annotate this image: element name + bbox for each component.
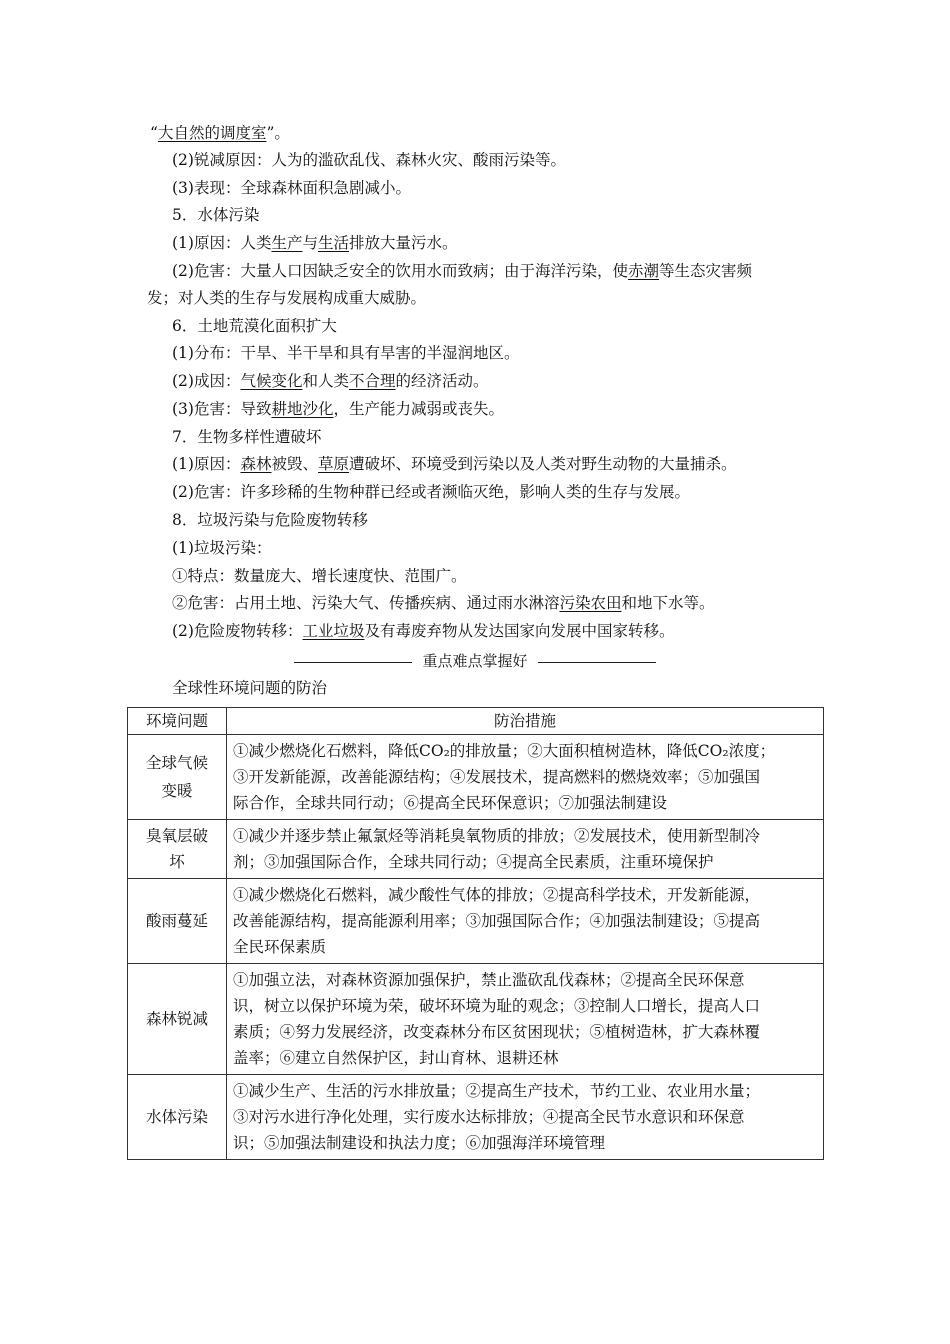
measures-cell [227, 735, 824, 820]
text-line: (2)危害：许多珍稀的生物种群已经或者濒临灭绝，影响人类的生存与发展。 [172, 483, 690, 501]
measure-line: 识，树立以保护环境为荣，破坏环境为耻的观念；③控制人口增长，提高人口 [233, 997, 761, 1015]
underlined-term: 耕地沙化 [271, 400, 334, 418]
text-line: (1)原因：人类生产与生活排放大量污水。 [172, 234, 458, 252]
issue-cell: 全球气候变暖 [128, 735, 227, 820]
underlined-term: 气候变化 [240, 372, 303, 390]
underlined-term: 污染农田 [559, 594, 622, 612]
text-line: (2)危害：大量人口因缺乏安全的饮用水而致病；由于海洋污染，使赤潮等生态灾害频 [172, 262, 752, 280]
table-row [128, 735, 824, 820]
measure-line: ①减少并逐步禁止氟氯烃等消耗臭氧物质的排放；②发展技术，使用新型制冷 [233, 827, 761, 845]
underlined-term: 不合理 [349, 372, 396, 390]
underlined-term: 生产 [271, 234, 303, 252]
measure-line: ①减少燃烧化石燃料，减少酸性气体的排放；②提高科学技术，开发新能源， [233, 886, 761, 904]
section-heading: 6．土地荒漠化面积扩大 [172, 317, 337, 335]
measure-line: 剂；③加强国际合作，全球共同行动；④提高全民素质，注重环境保护 [233, 853, 714, 871]
measure-line: 际合作，全球共同行动；⑥提高全民环保意识；⑦加强法制建设 [233, 794, 668, 812]
section-heading: 5．水体污染 [172, 206, 260, 224]
text-line: ②危害：占用土地、污染大气、传播疾病、通过雨水淋溶污染农田和地下水等。 [172, 594, 715, 612]
measure-line: ①减少燃烧化石燃料，降低CO₂的排放量；②大面积植树造林，降低CO₂浓度； [233, 742, 776, 760]
measure-line: 全民环保素质 [233, 938, 327, 956]
text-line: “大自然的调度室”。 [150, 124, 290, 142]
measure-line: ③开发新能源，改善能源结构；④发展技术，提高燃料的燃烧效率；⑤加强国 [233, 768, 761, 786]
measure-line: 盖率；⑥建立自然保护区，封山育林、退耕还林 [233, 1049, 559, 1067]
measure-line: 改善能源结构，提高能源利用率；③加强国际合作；④加强法制建设；⑤提高 [233, 912, 761, 930]
underlined-term: 工业垃圾 [302, 622, 365, 640]
table-title: 全球性环境问题的防治 [172, 679, 328, 697]
text-line: (2)成因：气候变化和人类不合理的经济活动。 [172, 372, 489, 390]
underlined-term: 大自然的调度室 [157, 124, 267, 142]
header-issue: 环境问题 [128, 708, 227, 735]
measure-line: ③对污水进行净化处理，实行废水达标排放；④提高全民节水意识和环保意 [233, 1108, 745, 1126]
text-line: (1)垃圾污染： [172, 539, 272, 557]
text-line: (3)危害：导致耕地沙化，生产能力减弱或丧失。 [172, 400, 504, 418]
table-row [128, 1075, 824, 1160]
section-heading: 7．生物多样性遭破坏 [172, 428, 322, 446]
measure-line: 识；⑤加强法制建设和执法力度；⑥加强海洋环境管理 [233, 1134, 606, 1152]
issue-cell: 酸雨蔓延 [128, 879, 227, 964]
text-line: (2)危险废物转移：工业垃圾及有毒废弃物从发达国家向发展中国家转移。 [172, 622, 675, 640]
text-line: 发；对人类的生存与发展构成重大威胁。 [147, 289, 427, 307]
measures-cell [227, 964, 824, 1075]
section-heading: 8．垃圾污染与危险废物转移 [172, 511, 368, 529]
prevention-table [127, 707, 824, 1160]
divider-rule-right [538, 662, 656, 663]
header-measures: 防治措施 [227, 708, 824, 735]
underlined-term: 生活 [318, 234, 350, 252]
underlined-term: 赤潮 [627, 262, 659, 280]
text-line: (1)原因：森林被毁、草原遭破坏、环境受到污染以及人类对野生动物的大量捕杀。 [172, 455, 737, 473]
underlined-term: 森林 [240, 455, 272, 473]
measure-line: ①加强立法，对森林资源加强保护，禁止滥砍乱伐森林；②提高全民环保意 [233, 971, 745, 989]
table-row [128, 879, 824, 964]
table-row [128, 964, 824, 1075]
text-line: (1)分布：干旱、半干旱和具有旱害的半湿润地区。 [172, 344, 520, 362]
measures-cell [227, 1075, 824, 1160]
table-header-row [128, 708, 824, 735]
text-line: (3)表现：全球森林面积急剧减小。 [172, 179, 411, 197]
divider-rule-left [294, 662, 412, 663]
issue-cell: 臭氧层破坏 [128, 820, 227, 879]
table-row [128, 820, 824, 879]
underlined-term: 草原 [318, 455, 350, 473]
issue-cell: 水体污染 [128, 1075, 227, 1160]
measures-cell [227, 879, 824, 964]
text-line: (2)锐减原因：人为的滥砍乱伐、森林火灾、酸雨污染等。 [172, 151, 566, 169]
section-divider [0, 650, 950, 671]
measures-cell [227, 820, 824, 879]
divider-label: 重点难点掌握好 [422, 652, 528, 670]
text-line: ①特点：数量庞大、增长速度快、范围广。 [172, 567, 467, 585]
measure-line: 素质；④努力发展经济，改变森林分布区贫困现状；⑤植树造林，扩大森林覆 [233, 1023, 761, 1041]
measure-line: ①减少生产、生活的污水排放量；②提高生产技术，节约工业、农业用水量； [233, 1082, 761, 1100]
issue-cell: 森林锐减 [128, 964, 227, 1075]
